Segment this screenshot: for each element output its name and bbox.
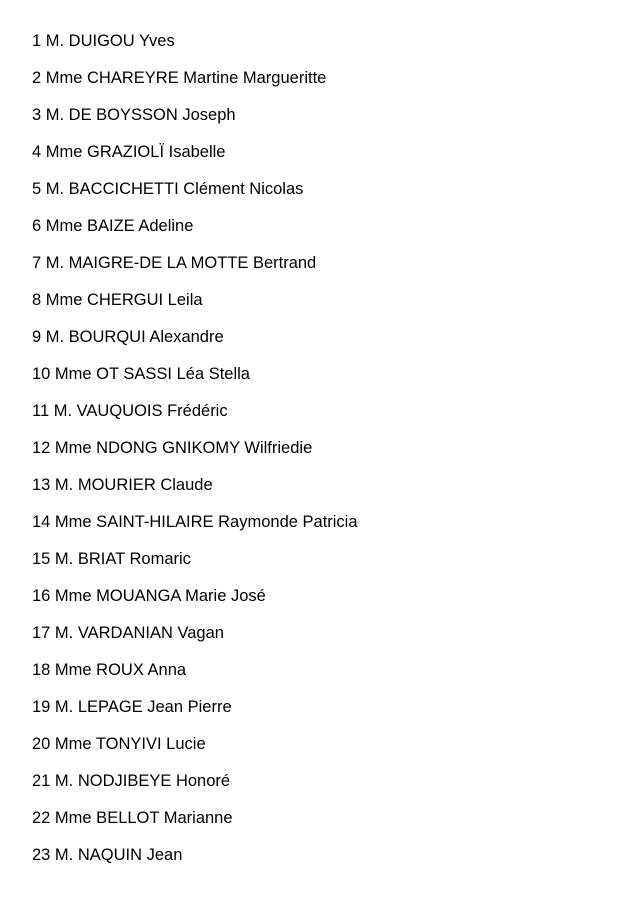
list-item: 5 M. BACCICHETTI Clément Nicolas: [32, 180, 304, 198]
list-item: 6 Mme BAIZE Adeline: [32, 217, 194, 235]
list-item: 1 M. DUIGOU Yves: [32, 32, 175, 50]
list-item: 9 M. BOURQUI Alexandre: [32, 328, 224, 346]
list-item: 20 Mme TONYIVI Lucie: [32, 735, 206, 753]
name-list: [32, 30, 358, 881]
list-item: 17 M. VARDANIAN Vagan: [32, 624, 224, 642]
list-item: 14 Mme SAINT-HILAIRE Raymonde Patricia: [32, 513, 358, 531]
list-item: 16 Mme MOUANGA Marie José: [32, 587, 266, 605]
list-item: 7 M. MAIGRE-DE LA MOTTE Bertrand: [32, 254, 317, 272]
list-item: 2 Mme CHAREYRE Martine Margueritte: [32, 69, 327, 87]
list-item: 22 Mme BELLOT Marianne: [32, 809, 233, 827]
list-item: 12 Mme NDONG GNIKOMY Wilfriedie: [32, 439, 313, 457]
list-item: 23 M. NAQUIN Jean: [32, 846, 183, 864]
list-item: 15 M. BRIAT Romaric: [32, 550, 191, 568]
list-item: 3 M. DE BOYSSON Joseph: [32, 106, 236, 124]
list-item: 11 M. VAUQUOIS Frédéric: [32, 402, 228, 420]
list-item: 18 Mme ROUX Anna: [32, 661, 187, 679]
list-item: 13 M. MOURIER Claude: [32, 476, 213, 494]
list-item: 8 Mme CHERGUI Leila: [32, 291, 203, 309]
list-item: 10 Mme OT SASSI Léa Stella: [32, 365, 250, 383]
list-item: 19 M. LEPAGE Jean Pierre: [32, 698, 232, 716]
list-item: 21 M. NODJIBEYE Honoré: [32, 772, 231, 790]
list-item: 4 Mme GRAZIOLÏ Isabelle: [32, 143, 226, 161]
